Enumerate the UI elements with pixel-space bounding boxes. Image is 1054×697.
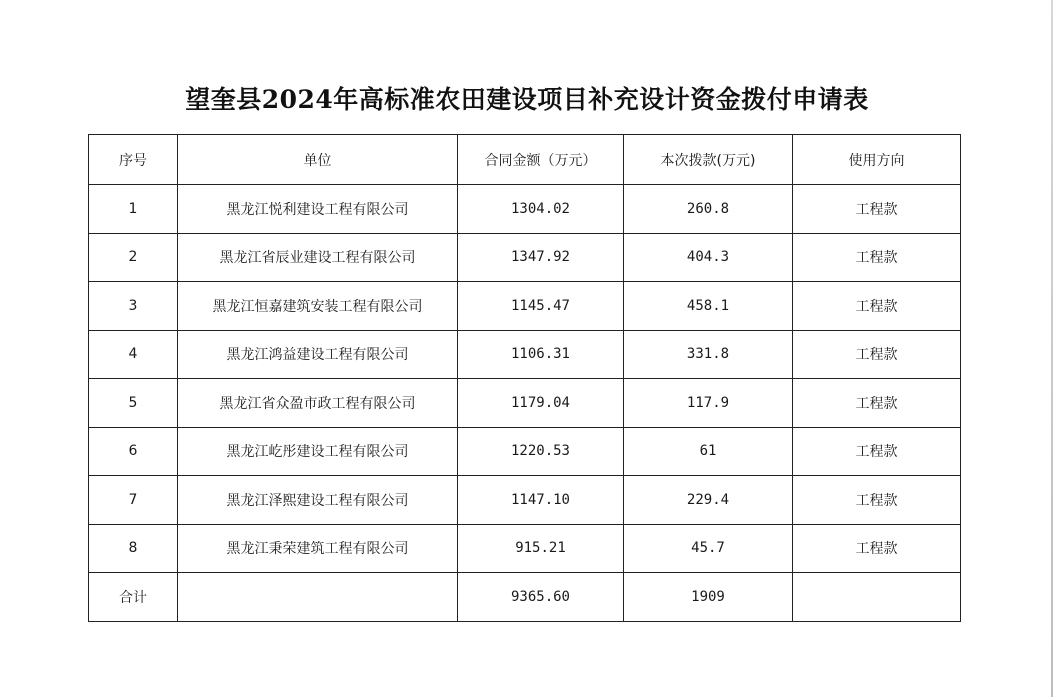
cell-contract-amount: 1220.53: [458, 427, 624, 476]
cell-disbursement: 117.9: [624, 379, 793, 428]
cell-usage: 工程款: [793, 282, 961, 331]
total-label: 合计: [89, 573, 178, 622]
cell-seq: 8: [89, 524, 178, 573]
table-row: [89, 233, 961, 282]
cell-contract-amount: 1147.10: [458, 476, 624, 525]
cell-seq: 5: [89, 379, 178, 428]
cell-seq: 7: [89, 476, 178, 525]
disbursement-table: [88, 134, 961, 622]
header-unit: 单位: [178, 135, 458, 185]
cell-seq: 3: [89, 282, 178, 331]
cell-unit: 黑龙江悦利建设工程有限公司: [178, 185, 458, 234]
cell-unit: 黑龙江省辰业建设工程有限公司: [178, 233, 458, 282]
cell-disbursement: 61: [624, 427, 793, 476]
cell-unit: 黑龙江泽熙建设工程有限公司: [178, 476, 458, 525]
table-row: [89, 282, 961, 331]
cell-disbursement: 331.8: [624, 330, 793, 379]
cell-usage: 工程款: [793, 524, 961, 573]
header-contract-amount: 合同金额（万元）: [458, 135, 624, 185]
total-usage: [793, 573, 961, 622]
cell-unit: 黑龙江鸿益建设工程有限公司: [178, 330, 458, 379]
cell-disbursement: 260.8: [624, 185, 793, 234]
cell-seq: 6: [89, 427, 178, 476]
cell-usage: 工程款: [793, 476, 961, 525]
total-disbursement: 1909: [624, 573, 793, 622]
header-seq: 序号: [89, 135, 178, 185]
cell-seq: 4: [89, 330, 178, 379]
cell-seq: 1: [89, 185, 178, 234]
cell-disbursement: 458.1: [624, 282, 793, 331]
cell-unit: 黑龙江恒嘉建筑安装工程有限公司: [178, 282, 458, 331]
table-row: [89, 185, 961, 234]
table-row: [89, 427, 961, 476]
cell-usage: 工程款: [793, 233, 961, 282]
cell-disbursement: 45.7: [624, 524, 793, 573]
cell-unit: 黑龙江屹彤建设工程有限公司: [178, 427, 458, 476]
cell-usage: 工程款: [793, 427, 961, 476]
table-row: [89, 476, 961, 525]
total-unit: [178, 573, 458, 622]
cell-unit: 黑龙江秉荣建筑工程有限公司: [178, 524, 458, 573]
table-total-row: [89, 573, 961, 622]
cell-contract-amount: 1145.47: [458, 282, 624, 331]
total-contract-amount: 9365.60: [458, 573, 624, 622]
cell-unit: 黑龙江省众盈市政工程有限公司: [178, 379, 458, 428]
table-row: [89, 330, 961, 379]
cell-seq: 2: [89, 233, 178, 282]
cell-disbursement: 229.4: [624, 476, 793, 525]
cell-contract-amount: 1106.31: [458, 330, 624, 379]
table-row: [89, 379, 961, 428]
cell-contract-amount: 1304.02: [458, 185, 624, 234]
header-usage: 使用方向: [793, 135, 961, 185]
cell-disbursement: 404.3: [624, 233, 793, 282]
cell-contract-amount: 1179.04: [458, 379, 624, 428]
cell-usage: 工程款: [793, 330, 961, 379]
table-row: [89, 524, 961, 573]
cell-usage: 工程款: [793, 185, 961, 234]
cell-usage: 工程款: [793, 379, 961, 428]
document-title: 望奎县2024年高标准农田建设项目补充设计资金拨付申请表: [185, 85, 869, 114]
table-header-row: [89, 135, 961, 185]
cell-contract-amount: 915.21: [458, 524, 624, 573]
header-disbursement: 本次拨款(万元): [624, 135, 793, 185]
cell-contract-amount: 1347.92: [458, 233, 624, 282]
